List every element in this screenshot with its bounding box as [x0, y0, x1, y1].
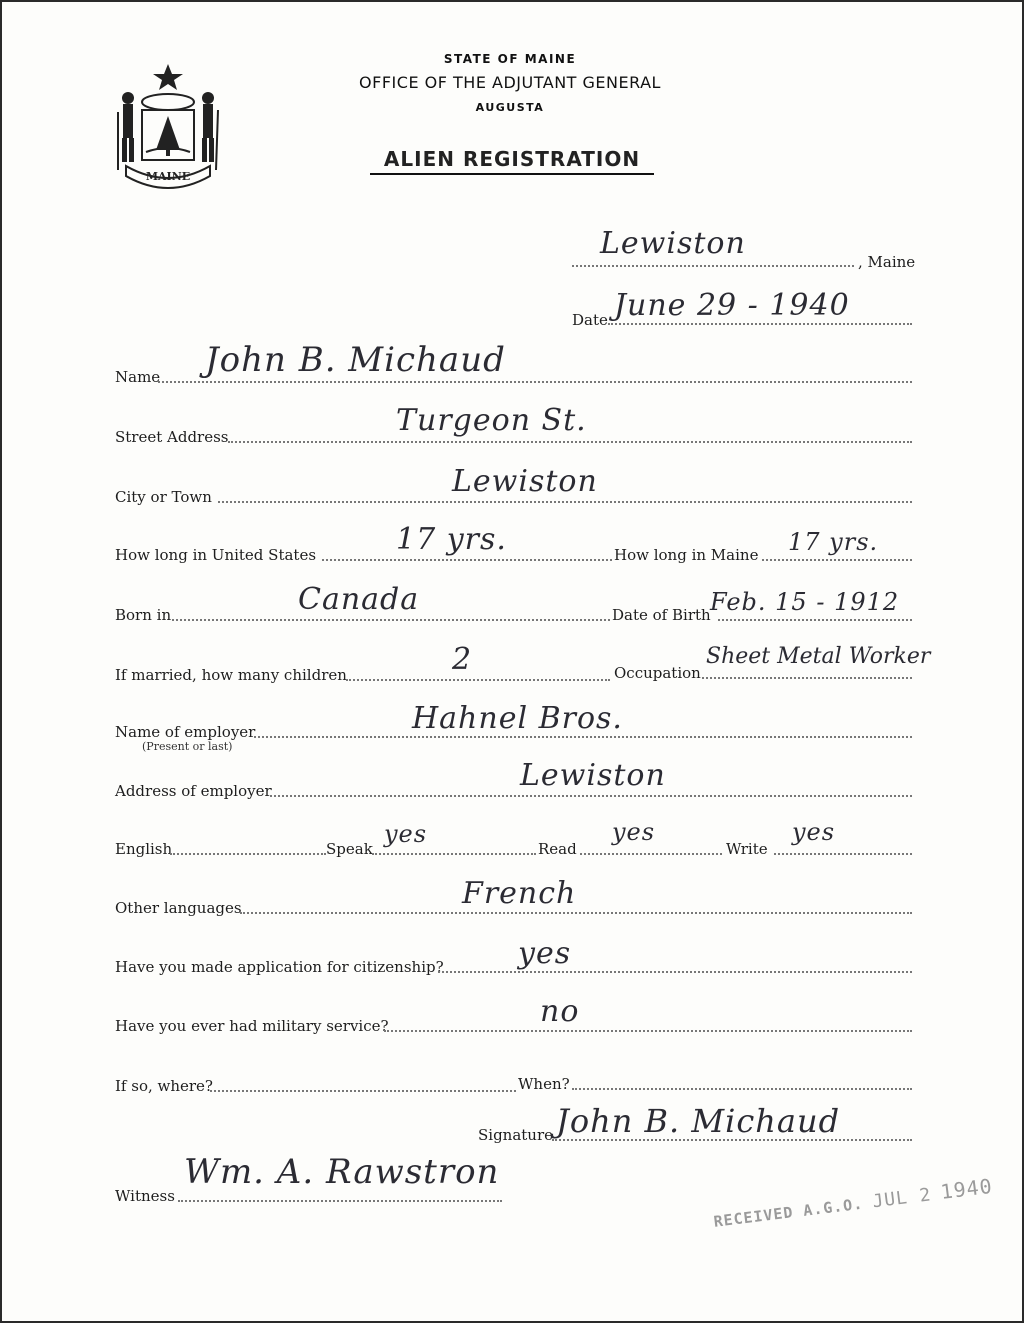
header-office: OFFICE OF THE ADJUTANT GENERAL: [359, 73, 661, 92]
when-line: [572, 1087, 912, 1090]
stamp-year: 1940: [939, 1173, 994, 1204]
occupation-label: Occupation: [614, 664, 701, 682]
street-address-line: [228, 440, 912, 443]
read-value: yes: [612, 818, 656, 846]
english-line: [170, 852, 326, 855]
children-value: 2: [452, 642, 473, 677]
header-city: AUGUSTA: [475, 101, 545, 114]
if-so-where-label: If so, where?: [115, 1077, 213, 1095]
born-in-line: [172, 618, 610, 621]
read-label: Read: [538, 840, 577, 858]
read-line: [580, 852, 722, 855]
how-long-us-value: 17 yrs.: [396, 522, 507, 557]
how-long-us-line: [322, 558, 612, 561]
signature-value: John B. Michaud: [556, 1102, 841, 1140]
speak-label: Speak: [326, 840, 373, 858]
city-value: Lewiston: [452, 464, 598, 499]
header-state: STATE OF MAINE: [443, 52, 577, 66]
employer-name-label: Name of employer: [115, 723, 256, 741]
how-long-maine-value: 17 yrs.: [788, 528, 879, 556]
date-label: Date: [572, 311, 608, 329]
place-suffix-label: , Maine: [858, 253, 916, 271]
witness-line: [178, 1199, 502, 1202]
other-languages-line: [240, 911, 912, 914]
military-value: no: [540, 994, 580, 1029]
born-in-label: Born in: [115, 606, 172, 624]
name-label: Name: [115, 368, 161, 386]
employer-note-label: (Present or last): [142, 740, 233, 753]
military-line: [384, 1029, 912, 1032]
other-languages-label: Other languages: [115, 899, 242, 917]
street-address-value: Turgeon St.: [396, 403, 587, 438]
how-long-maine-label: How long in Maine: [614, 546, 759, 564]
how-long-maine-line: [762, 558, 912, 561]
stamp-date: JUL 2: [871, 1184, 933, 1213]
employer-address-value: Lewiston: [520, 758, 666, 793]
date-of-birth-value: Feb. 15 - 1912: [710, 588, 900, 616]
born-in-value: Canada: [298, 582, 420, 617]
military-label: Have you ever had military service?: [115, 1017, 389, 1035]
form-title: ALIEN REGISTRATION: [370, 147, 654, 175]
city-line: [218, 500, 912, 503]
seal-lettering: MAINE: [145, 170, 191, 183]
place-line: [572, 264, 854, 267]
employer-name-value: Hahnel Bros.: [412, 701, 623, 736]
date-of-birth-line: [718, 618, 912, 621]
write-label: Write: [726, 840, 768, 858]
citizenship-label: Have you made application for citizenship?: [115, 958, 444, 976]
employer-address-label: Address of employer: [115, 782, 272, 800]
date-of-birth-label: Date of Birth: [612, 606, 711, 624]
speak-line: [372, 852, 536, 855]
witness-value: Wm. A. Rawstron: [184, 1152, 500, 1192]
how-long-us-label: How long in United States: [115, 546, 317, 564]
children-line: [346, 678, 610, 681]
occupation-line: [702, 676, 912, 679]
when-label: When?: [518, 1075, 570, 1093]
citizenship-value: yes: [518, 936, 572, 971]
write-value: yes: [792, 818, 836, 846]
speak-value: yes: [384, 820, 428, 848]
signature-label: Signature: [478, 1126, 554, 1144]
street-address-label: Street Address: [115, 428, 229, 446]
employer-address-line: [270, 794, 912, 797]
occupation-value: Sheet Metal Worker: [706, 644, 931, 669]
stamp-received: RECEIVED A.G.O.: [712, 1194, 865, 1231]
place-value: Lewiston: [600, 226, 746, 261]
name-value: John B. Michaud: [205, 340, 506, 380]
children-label: If married, how many children: [115, 666, 347, 684]
name-line: [158, 380, 912, 383]
witness-label: Witness: [115, 1187, 175, 1205]
write-line: [774, 852, 912, 855]
citizenship-line: [438, 970, 912, 973]
if-so-where-line: [210, 1089, 516, 1092]
english-label: English: [115, 840, 173, 858]
other-languages-value: French: [462, 876, 577, 911]
city-label: City or Town: [115, 488, 212, 506]
maine-seal-icon: [112, 62, 224, 190]
date-value: June 29 - 1940: [614, 288, 850, 323]
